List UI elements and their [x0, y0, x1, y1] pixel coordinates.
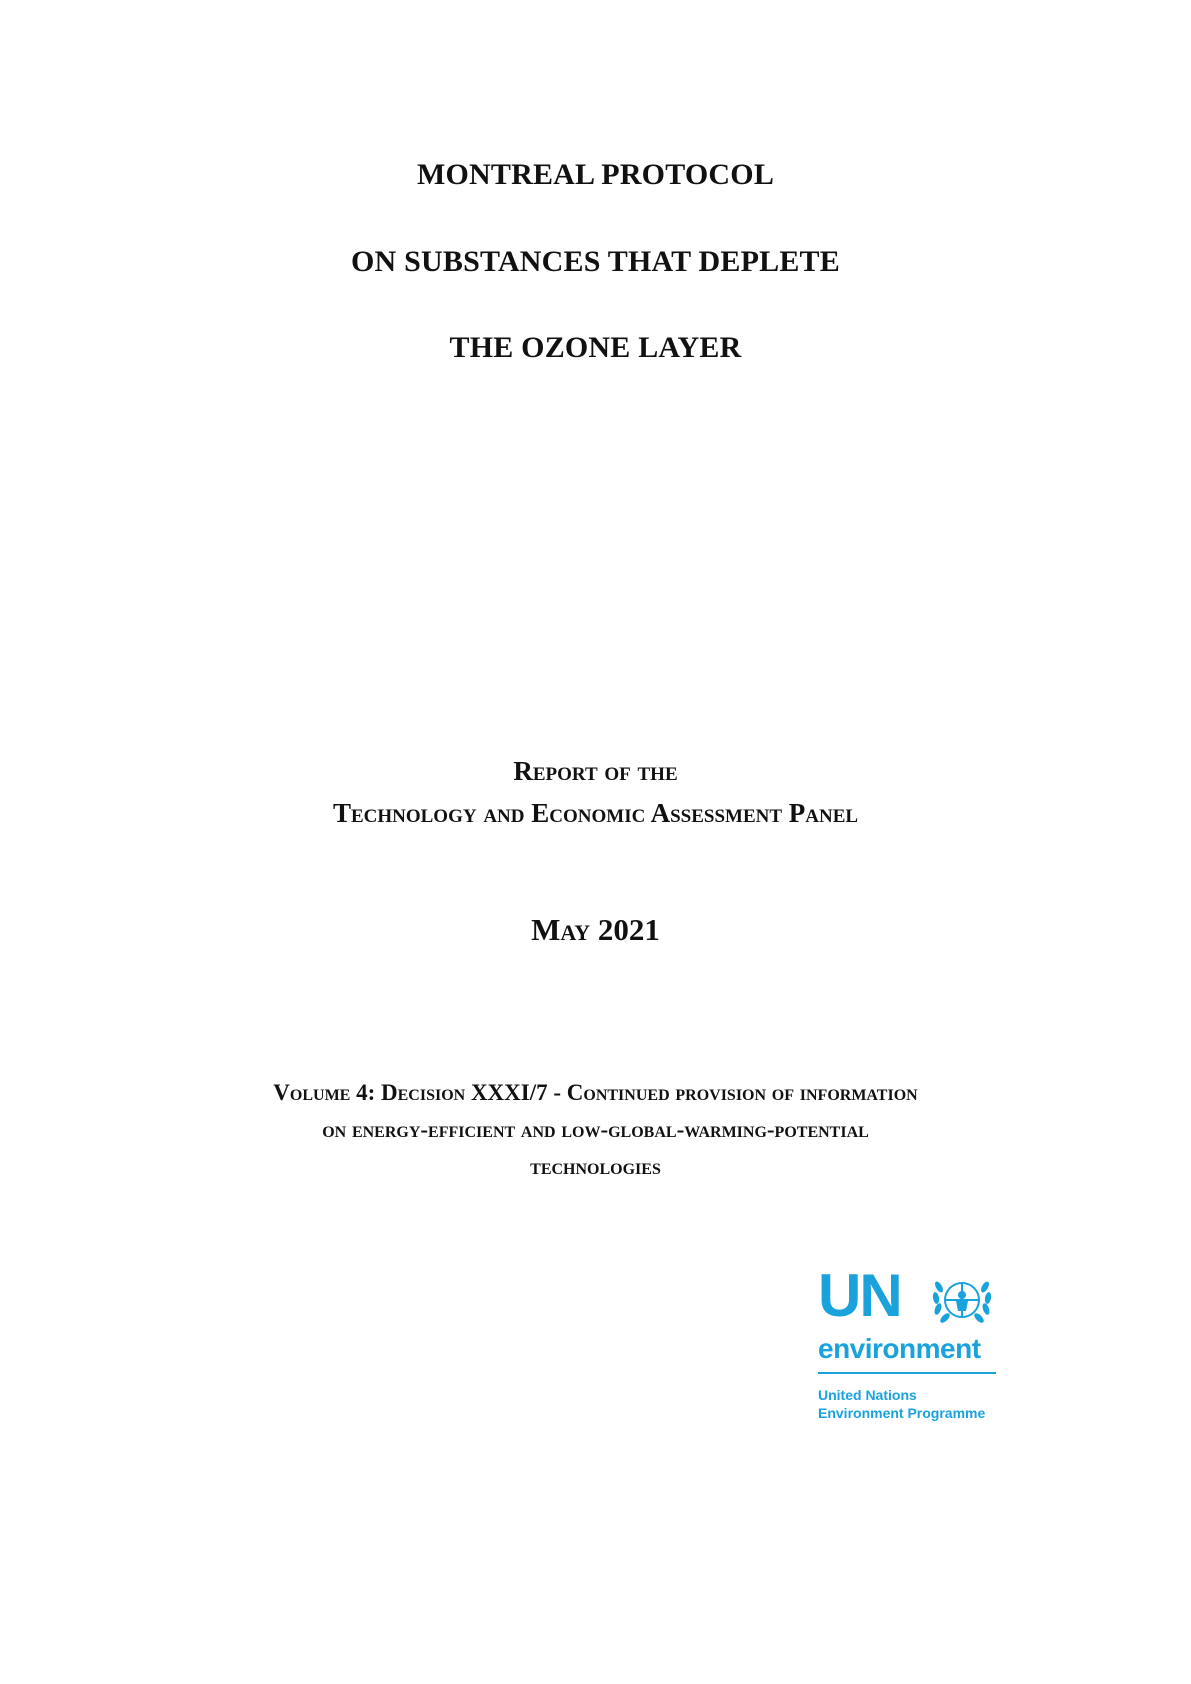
report-line-2: Technology and Economic Assessment Panel: [332, 798, 859, 828]
volume-line-1: Volume 4: Decision XXXI/7 - Continued provision of information: [273, 1080, 918, 1105]
logo-org-line-1: United Nations: [818, 1387, 917, 1403]
un-emblem-icon: [930, 1273, 994, 1329]
logo-divider: [818, 1372, 996, 1374]
logo-environment-text: environment: [818, 1333, 981, 1364]
report-date: May 2021: [531, 912, 660, 947]
title-line-3: THE OZONE LAYER: [449, 331, 742, 364]
report-line-1: Report of the: [513, 756, 678, 786]
un-environment-logo: [818, 1262, 998, 1428]
logo-org-line-2: Environment Programme: [818, 1405, 986, 1421]
volume-description: [0, 1074, 1191, 1185]
volume-line-3: technologies: [530, 1154, 661, 1179]
title-line-2: ON SUBSTANCES THAT DEPLETE: [351, 245, 840, 278]
logo-un-text: UN: [818, 1262, 901, 1329]
volume-line-2: on energy-efficient and low-global-warming-potential: [322, 1117, 869, 1142]
title-line-1: MONTREAL PROTOCOL: [416, 158, 775, 191]
